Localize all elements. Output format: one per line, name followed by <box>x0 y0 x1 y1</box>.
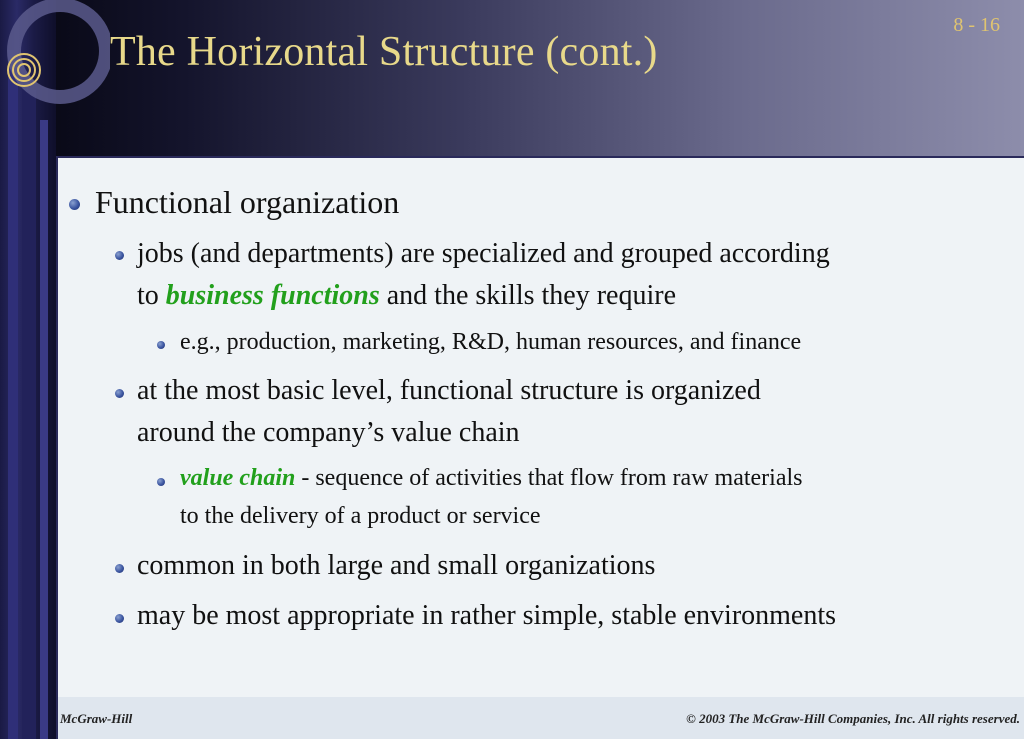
bullet-text: to <box>137 280 166 311</box>
bullet-dot <box>115 389 124 398</box>
bullet-item <box>137 550 655 582</box>
bullet-text: e.g., production, marketing, R&D, human resources, and finance <box>180 329 802 355</box>
bullet-item-continued <box>137 280 676 312</box>
bullet-item <box>137 238 830 270</box>
bullet-dot <box>69 199 80 210</box>
bullet-item-continued <box>180 503 541 530</box>
slide-number: 8 - 16 <box>953 14 1000 36</box>
bullet-dot <box>115 614 124 623</box>
bullet-item <box>180 465 802 492</box>
bullet-item-continued <box>137 417 520 449</box>
bullet-item <box>95 184 399 221</box>
slide-title: The Horizontal Structure (cont.) <box>110 29 658 75</box>
bullet-text: Functional organization <box>95 184 400 220</box>
bullet-dot <box>157 341 165 349</box>
bullet-text: - sequence of activities that flow from raw materials <box>295 465 803 491</box>
bullet-text: to the delivery of a product or service <box>180 503 541 529</box>
bullet-text: may be most appropriate in rather simple, stable environments <box>137 600 837 631</box>
bullet-item <box>137 375 761 407</box>
bullet-dot <box>115 251 124 260</box>
bullet-item <box>180 329 801 356</box>
bullet-dot <box>115 564 124 573</box>
bullet-text: common in both large and small organizations <box>137 550 656 581</box>
bullet-text: and the skills they require <box>379 280 677 311</box>
emphasis-text: value chain <box>180 465 296 491</box>
footer-copyright: © 2003 The McGraw-Hill Companies, Inc. All rights reserved. <box>686 711 1020 726</box>
bullet-text: jobs (and departments) are specialized and grouped according <box>137 238 830 269</box>
bullet-text: at the most basic level, functional structure is organized <box>137 375 761 406</box>
footer-publisher: McGraw-Hill <box>60 711 133 726</box>
bullet-item <box>137 600 836 632</box>
bullet-dot <box>157 478 165 486</box>
emphasis-text: business functions <box>165 280 380 311</box>
bullet-text: around the company’s value chain <box>137 417 520 448</box>
